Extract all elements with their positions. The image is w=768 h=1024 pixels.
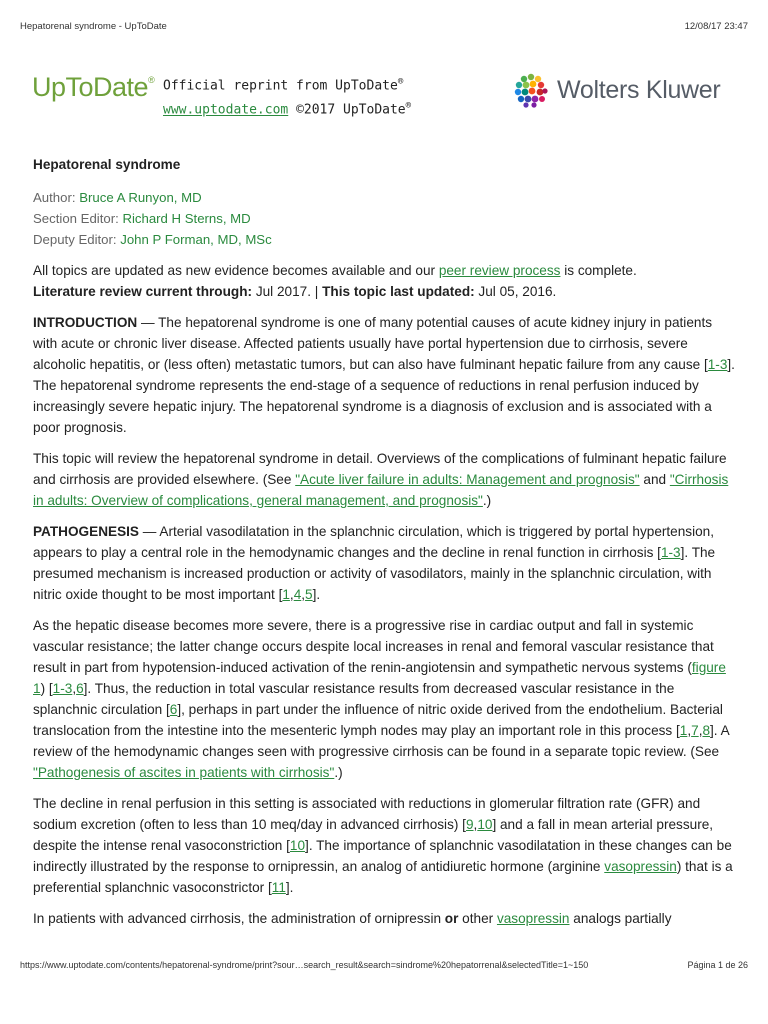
lit-review-value: Jul 2017. | — [252, 284, 323, 299]
decline-text: ]. The importance of splanchnic vasodilatation in these changes can be indirectly illustrated by the response to ornipressin, an analog of antidiuretic hormone (arginine — [33, 838, 732, 874]
advanced-text: In patients with advanced cirrhosis, the administration of ornipressin — [33, 911, 445, 926]
publisher-name: Wolters Kluwer — [557, 75, 721, 104]
hepatic-text: ]. Thus, the reduction in total vascular resistance results from decreased vascular resistance in the splanchnic circulation [ — [33, 681, 675, 717]
vasopressin-link[interactable]: vasopressin — [604, 859, 677, 874]
ref-link[interactable]: 9 — [465, 817, 474, 832]
deputy-editor-label: Deputy Editor: — [33, 232, 117, 247]
peer-review-link[interactable]: peer review process — [438, 263, 561, 278]
figure-1-link[interactable]: figure 1 — [33, 660, 726, 696]
update-notice — [33, 260, 739, 302]
ref-link[interactable]: 1 — [282, 587, 290, 602]
article — [33, 154, 739, 929]
ref-link[interactable]: 8 — [702, 723, 711, 738]
page-indicator: Página 1 de 26 — [687, 960, 748, 970]
article-title: Hepatorenal syndrome — [33, 157, 181, 172]
print-header-title: Hepatorenal syndrome - UpToDate — [20, 21, 167, 32]
ref-link[interactable]: 4 — [293, 587, 302, 602]
introduction-heading: INTRODUCTION — [33, 315, 138, 330]
decline-text: ) that is a preferential splanchnic vasoconstrictor [ — [33, 859, 733, 895]
copyright-registered-mark: ® — [405, 101, 412, 112]
ref-link[interactable]: 5 — [305, 587, 313, 602]
ref-link[interactable]: 7 — [691, 723, 699, 738]
hepatic-text: ], perhaps in part under the influence of nitric oxide derived from the endothelium. Bacterial translocation from the intestine into the mesenteric lymph nodes may play an important role in this process [ — [33, 702, 723, 738]
review-paragraph — [33, 448, 739, 511]
ref-link[interactable]: 1 — [679, 723, 688, 738]
ref-link[interactable]: 11 — [271, 880, 286, 895]
article-credits — [33, 187, 739, 250]
cirrhosis-overview-link[interactable]: "Cirrhosis in adults: Overview of complications, general management, and prognosis" — [33, 472, 729, 508]
advanced-text: other — [458, 911, 497, 926]
patho-text: — Arterial vasodilatation in the splanchnic circulation, which is triggered by portal hypertension, appears to play a central role in the hemodynamic changes and the decline in renal function in cirrhosis [ — [33, 524, 715, 560]
decline-text: ]. — [285, 880, 294, 895]
pathogenesis-paragraph: PATHOGENESIS — Arterial vasodilatation in the splanchnic circulation, which is triggered by portal hypertension, appears to play a central role in the hemodynamic changes and the decline in renal function in cirrhosis [1-3]. The presumed mechanism is increased production or activity of vasodilators, mainly in the splanchnic circulation, with nitric oxide thought to be most important [1,4,5]. — [33, 524, 716, 602]
print-footer-url: https://www.uptodate.com/contents/hepatorenal-syndrome/print?sour…search_result&search=sindrome%20hepatorrenal&selectedTitle=1~150 — [20, 960, 589, 970]
print-header-datetime: 12/08/17 23:47 — [684, 21, 748, 32]
review-text: This topic will review the hepatorenal syndrome in detail. Overviews of the complications of fulminant hepatic failure and cirrhosis are provided elsewhere. (See — [33, 451, 727, 487]
print-footer — [20, 960, 748, 974]
acute-liver-failure-link[interactable]: "Acute liver failure in adults: Management and prognosis" — [295, 472, 640, 487]
wolters-kluwer-logo[interactable] — [513, 72, 720, 108]
hepatic-text: ) [ — [40, 681, 53, 696]
hepatic-text: .) — [334, 765, 343, 780]
introduction-paragraph — [33, 312, 739, 438]
author-row — [33, 187, 739, 208]
update-text-end: is complete. — [560, 263, 637, 278]
intro-text: — The hepatorenal syndrome is one of many potential causes of acute kidney injury in patients with acute or chronic liver disease. Affected patients usually have portal hypertension due to cirrhosis, severe alcoholic hepatitis, or (less often) metastatic tumors, but can also have fulminant hepatic failure from any cause [ — [33, 315, 713, 372]
uptodate-logo[interactable] — [32, 72, 154, 103]
lit-review-label: Literature review current through: — [33, 284, 253, 299]
author-label: Author: — [33, 190, 76, 205]
logo-registered-mark: ® — [148, 75, 155, 85]
ref-link[interactable]: 1-3 — [707, 357, 728, 372]
deputy-editor-link[interactable]: John P Forman, MD, MSc — [120, 232, 272, 247]
ref-link[interactable]: 1-3 — [52, 681, 73, 696]
author-link[interactable]: Bruce A Runyon, MD — [79, 190, 202, 205]
reprint-copyright: ©2017 UpToDate — [296, 102, 406, 118]
hepatic-disease-paragraph: As the hepatic disease becomes more severe, there is a progressive rise in cardiac output and fall in systemic vascular resistance; the latter change occurs despite local increases in renal and femoral vascular resistance that result in part from hypotension-induced activation of the renin-angiotensin and sympathetic nervous systems (figure 1) [1-3,6]. Thus, the reduction in total vascular resistance results from decreased vascular resistance in the splanchnic circulation [6], perhaps in part under the influence of nitric oxide derived from the endothelium. Bacterial translocation from the intestine into the mesenteric lymph nodes may play an important role in this process [1,7,8]. A review of the hemodynamic changes seen with progressive cirrhosis can be found in a separate topic review. (See "Pathogenesis of ascites in patients with cirrhosis".) — [33, 618, 729, 780]
advanced-bold-text: or — [444, 911, 459, 926]
pathogenesis-heading: PATHOGENESIS — [33, 524, 139, 539]
logo-text: UpToDate — [32, 72, 149, 102]
review-text: and — [639, 472, 670, 487]
patho-text: ]. — [312, 587, 321, 602]
intro-text: ]. The hepatorenal syndrome represents the end-stage of a sequence of reductions in renal perfusion induced by increasingly severe hepatic injury. The hepatorenal syndrome is a diagnosis of exclusion and is associated with a poor prognosis. — [33, 357, 735, 435]
renal-decline-paragraph: The decline in renal perfusion in this setting is associated with reductions in glomerular filtration rate (GFR) and sodium excretion (often to less than 10 meq/day in advanced cirrhosis) [9,10] and a fall in mean arterial pressure, despite the intense renal vasoconstriction [10]. The importance of splanchnic vasodilatation in these changes can be indirectly illustrated by the response to ornipressin, an analog of antidiuretic hormone (arginine vasopressin) that is a preferential splanchnic vasoconstrictor [11]. — [33, 796, 733, 895]
section-editor-row — [33, 208, 739, 229]
print-header — [20, 21, 748, 35]
advanced-text: analogs partially — [569, 911, 672, 926]
ref-link[interactable]: 6 — [76, 681, 84, 696]
advanced-cirrhosis-paragraph — [33, 908, 739, 929]
hepatic-text: As the hepatic disease becomes more severe, there is a progressive rise in cardiac output and fall in systemic vascular resistance; the latter change occurs despite local increases in renal and femoral vascular resistance that result in part from hypotension-induced activation of the renin-angiotensin and sympathetic nervous systems ( — [33, 618, 714, 675]
section-editor-link[interactable]: Richard H Sterns, MD — [122, 211, 251, 226]
update-text: All topics are updated as new evidence becomes available and our — [33, 263, 439, 278]
deputy-editor-row — [33, 229, 739, 250]
uptodate-url-link[interactable]: www.uptodate.com — [163, 102, 289, 118]
ref-link[interactable]: 10 — [289, 838, 306, 853]
patho-text: ]. The presumed mechanism is increased production or activity of vasodilators, mainly in the splanchnic circulation, with nitric oxide thought to be most important [ — [33, 545, 716, 602]
ref-link[interactable]: 6 — [169, 702, 178, 717]
decline-text: ] and a fall in mean arterial pressure, despite the intense renal vasoconstriction [ — [33, 817, 714, 853]
section-editor-label: Section Editor: — [33, 211, 119, 226]
decline-text: The decline in renal perfusion in this setting is associated with reductions in glomerular filtration rate (GFR) and sodium excretion (often to less than 10 meq/day in advanced cirrhosis) [ — [33, 796, 701, 832]
review-text: .) — [482, 493, 492, 508]
last-updated-label: This topic last updated: — [322, 284, 475, 299]
hepatic-text: ]. A review of the hemodynamic changes seen with progressive cirrhosis can be found in a separate topic review. (See — [33, 723, 729, 759]
reprint-line: Official reprint from UpToDate — [163, 78, 398, 94]
ref-link[interactable]: 10 — [477, 817, 493, 832]
ref-link[interactable]: 1-3 — [660, 545, 681, 560]
vasopressin-link[interactable]: vasopressin — [496, 911, 570, 926]
wolters-kluwer-globe-icon — [513, 72, 549, 108]
reprint-registered-mark: ® — [397, 77, 404, 87]
last-updated-value: Jul 05, 2016. — [474, 284, 557, 299]
ascites-pathogenesis-link[interactable]: "Pathogenesis of ascites in patients with cirrhosis" — [33, 765, 335, 780]
reprint-notice — [163, 72, 411, 121]
